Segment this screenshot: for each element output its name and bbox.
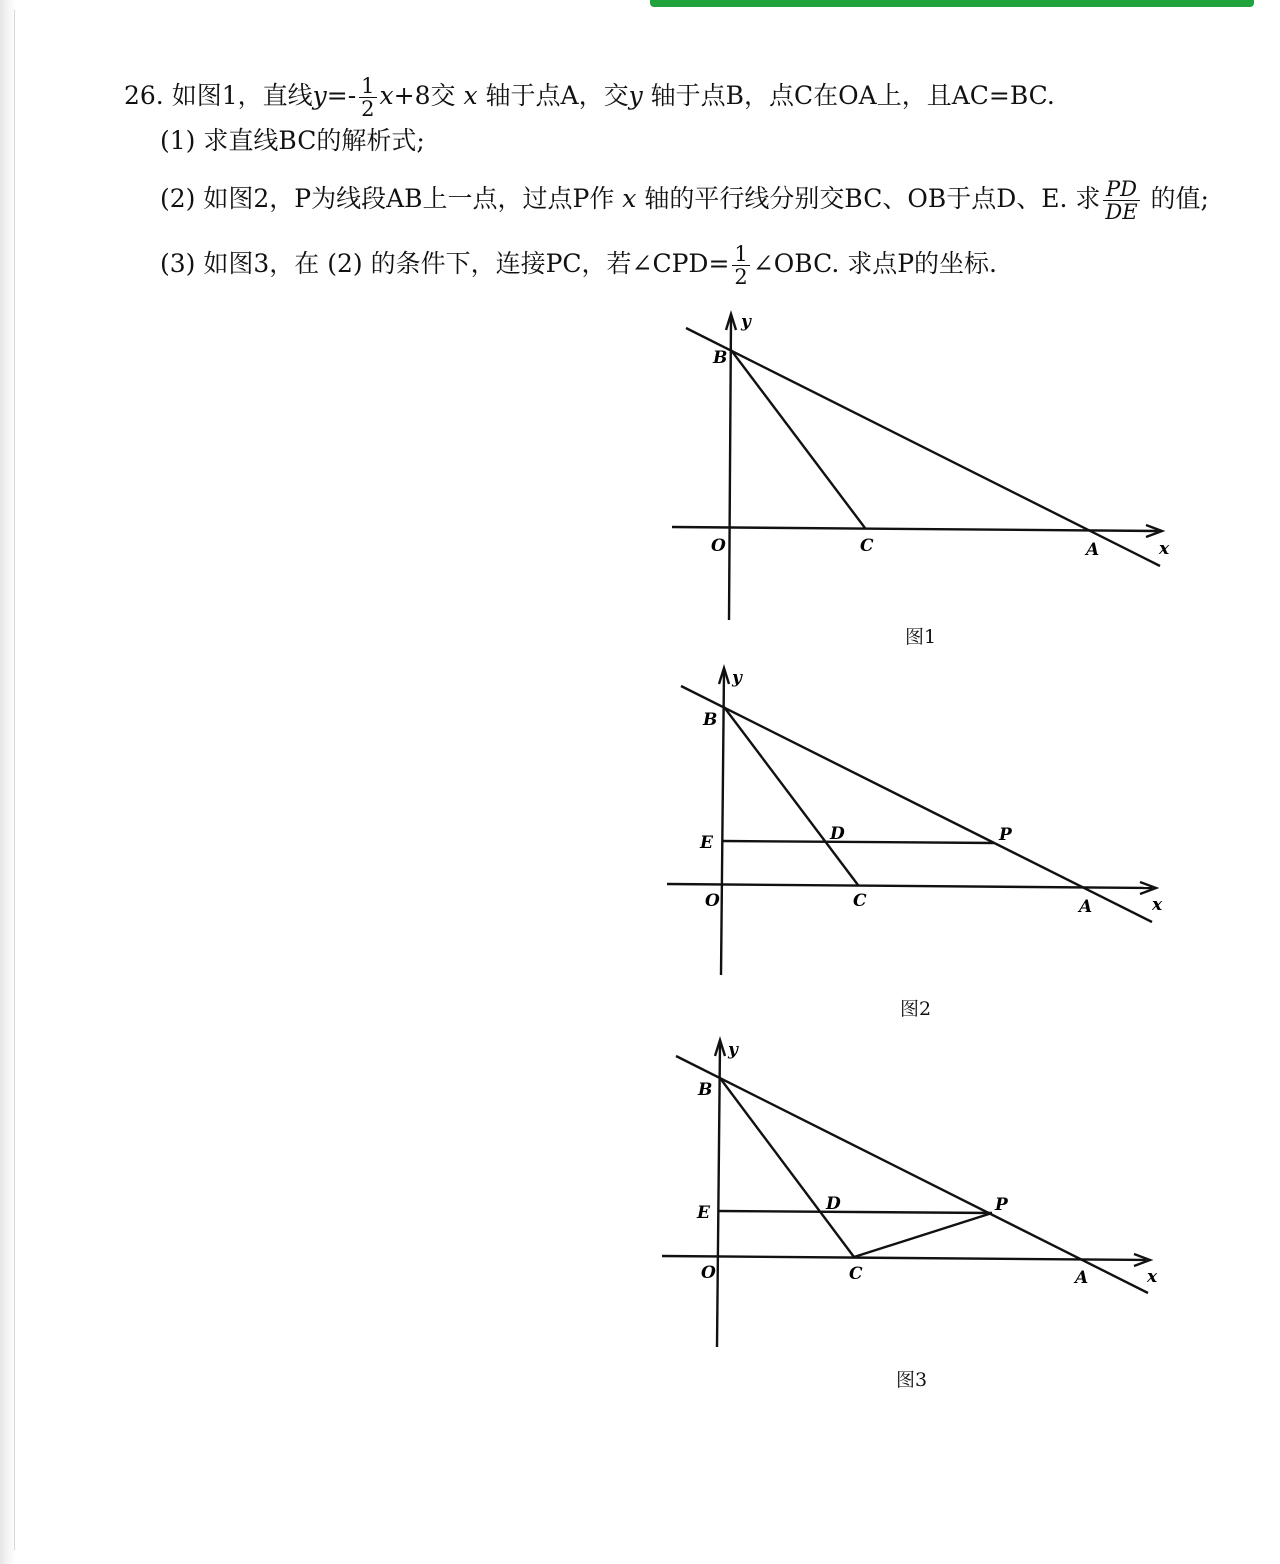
x-axis-variable: x — [463, 81, 478, 110]
equals-minus: =- — [326, 81, 357, 110]
fig1-line-ab — [686, 328, 1160, 566]
fig3-label-e: E — [697, 1203, 710, 1223]
intro-text-b: 轴于点A，交 — [485, 81, 629, 110]
fig3-label-y: y — [728, 1040, 738, 1060]
intro-text-c: 轴于点B，点C在OA上，且AC=BC. — [650, 81, 1055, 110]
fig2-label-x: x — [1152, 895, 1163, 915]
fig3-label-o: O — [701, 1263, 716, 1283]
x-variable: x — [379, 81, 394, 110]
fig2-label-o: O — [705, 891, 720, 911]
problem-number: 26. — [124, 81, 164, 110]
question-3-text-b: ∠OBC. 求点P的坐标. — [752, 249, 997, 278]
question-2-x-variable: x — [622, 184, 637, 213]
fig1-label-a: A — [1086, 540, 1100, 560]
y-variable: y — [312, 81, 327, 110]
half-numerator: 1 — [361, 74, 375, 98]
fig1-label-b: B — [713, 348, 728, 368]
fig2-label-b: B — [703, 710, 718, 730]
fig2-label-d: D — [830, 824, 845, 844]
fig2-label-y: y — [732, 668, 742, 688]
fig2-label-e: E — [700, 833, 713, 853]
y-axis-variable: y — [628, 81, 643, 110]
fig3-label-p: P — [995, 1195, 1008, 1215]
question-1-text: (1) 求直线BC的解析式; — [160, 126, 425, 155]
question-2-text-b: 轴的平行线分别交BC、OB于点D、E. 求 — [644, 184, 1101, 213]
plus-eight: +8交 — [393, 81, 456, 110]
fig3-label-c: C — [849, 1264, 863, 1284]
fig3-line-pc — [854, 1213, 992, 1257]
fig3-y-axis — [717, 1043, 720, 1347]
fig3-label-d: D — [826, 1194, 841, 1214]
angle-half-denominator: 2 — [734, 265, 748, 289]
de-denominator: DE — [1105, 200, 1138, 224]
angle-half-numerator: 1 — [734, 242, 748, 266]
half-denominator: 2 — [361, 97, 375, 121]
fig1-label-y: y — [741, 312, 751, 332]
fig1-line-bc — [731, 350, 865, 528]
question-2-text-c: 的值; — [1150, 184, 1209, 213]
fig1-label-o: O — [711, 536, 726, 556]
fig3-label-a: A — [1075, 1268, 1089, 1288]
fig2-line-ep — [722, 841, 994, 843]
figure-3-caption: 图3 — [896, 1369, 928, 1391]
question-2-text-a: (2) 如图2，P为线段AB上一点，过点P作 — [160, 184, 615, 213]
fig2-line-bc — [724, 707, 858, 885]
figure-1-caption: 图1 — [905, 626, 937, 648]
figure-2-caption: 图2 — [900, 998, 932, 1020]
fig3-label-b: B — [698, 1080, 713, 1100]
fig3-label-x: x — [1147, 1267, 1158, 1287]
fig1-label-x: x — [1159, 539, 1170, 559]
fig3-line-bc — [720, 1078, 854, 1257]
fig3-line-ep — [718, 1211, 992, 1213]
fig2-label-a: A — [1079, 897, 1093, 917]
question-3-text-a: (3) 如图3，在 (2) 的条件下，连接PC，若∠CPD= — [160, 249, 730, 278]
fig2-y-axis — [721, 671, 724, 975]
fig2-label-c: C — [853, 891, 867, 911]
pd-numerator: PD — [1103, 178, 1139, 201]
fig1-y-axis — [729, 318, 731, 620]
fig1-label-c: C — [860, 536, 874, 556]
fig2-label-p: P — [999, 825, 1012, 845]
intro-text-a: 如图1，直线 — [171, 81, 313, 110]
